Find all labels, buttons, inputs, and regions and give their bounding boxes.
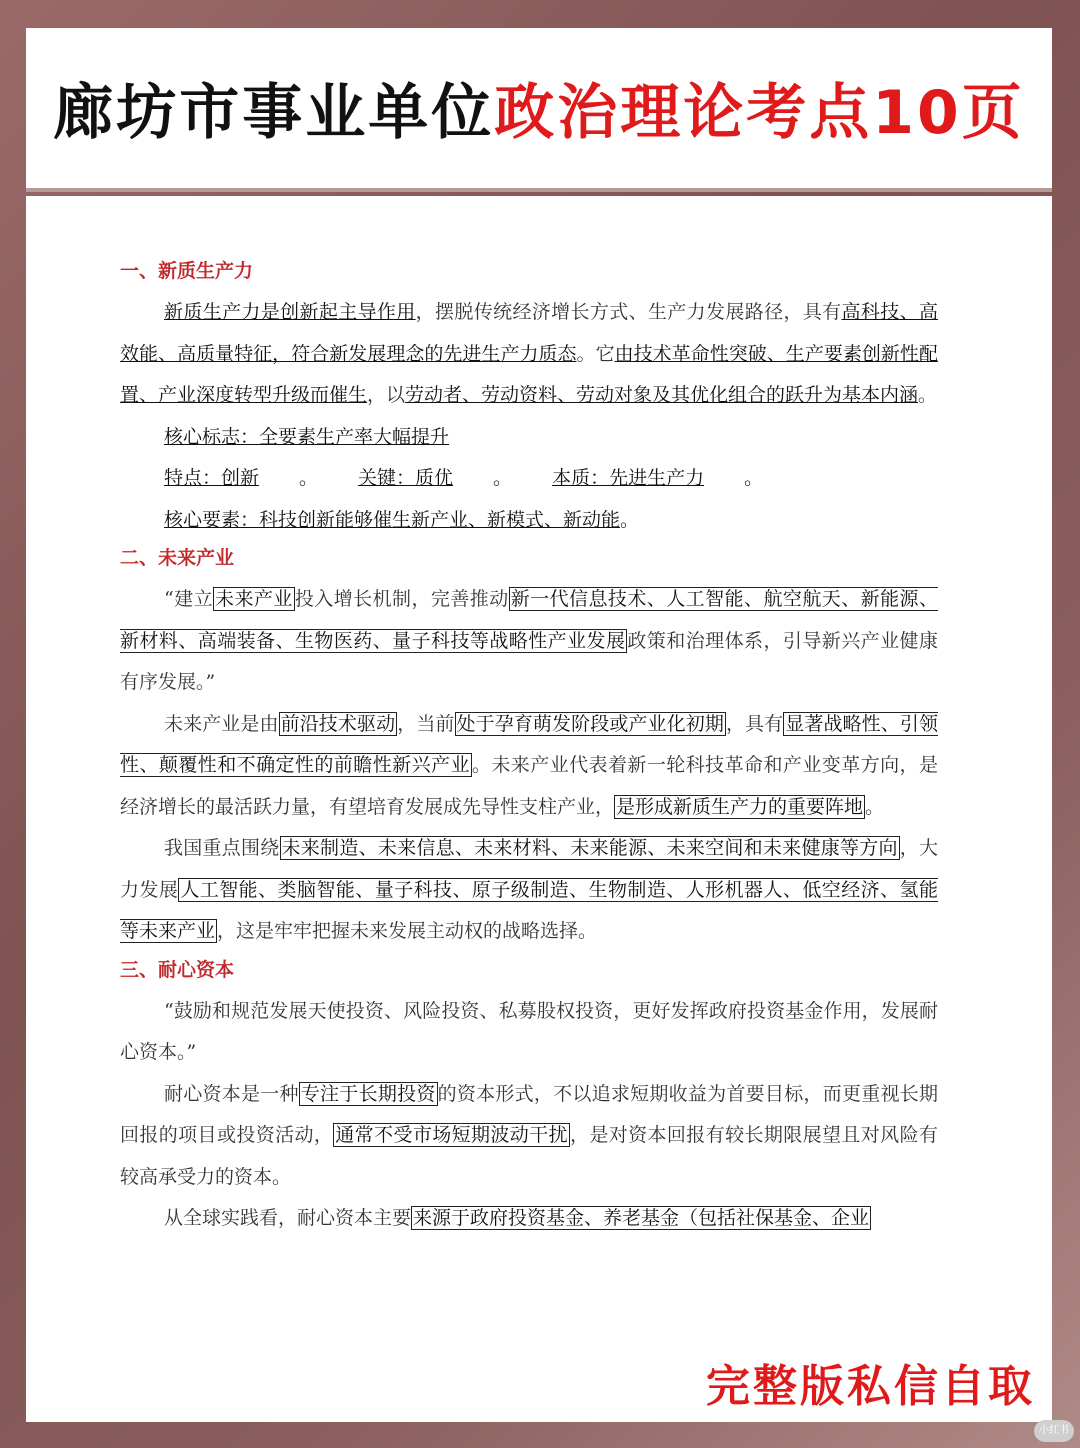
paragraph: “建立 未来产业 投入增长机制，完善推动 新一代信息技术、人工智能、航空航天、新能源、新材料、高端装备、生物医药、量子科技等战略性产业发展 政策和治理体系，引导新兴产业健康有序发展。” bbox=[120, 588, 938, 693]
underlined-text: 新质生产力是创新起主导作用 bbox=[164, 301, 416, 323]
paragraph: 我国重点围绕 未来制造、未来信息、未来材料、未来能源、未来空间和未来健康等方向 ，大力发展 人工智能、类脑智能、量子科技、原子级制造、生物制造、人形机器人、低空经济、氢能等未来产业 ，这是牢牢把握未来发展主动权的战略选择。 bbox=[120, 837, 938, 942]
key-item: 关键：质优 。 bbox=[358, 467, 513, 489]
underlined-text: 核心要素：科技创新能够催生新产业、新模式、新动能 bbox=[164, 508, 621, 531]
boxed-text: 通常不受市场短期波动干扰 bbox=[335, 1124, 568, 1146]
core-mark-line bbox=[120, 417, 938, 459]
features-line bbox=[120, 458, 938, 500]
underlined-text: 由技术革命性突破、生产要素创新性配置、产业深度转型升级而催生 bbox=[120, 342, 938, 406]
plain-text: ，摆脱传统经济增长方式、生产力发展路径，具有 bbox=[415, 301, 842, 323]
watermark-badge: 小红书 bbox=[1034, 1420, 1074, 1442]
underlined-text: 核心标志：全要素生产率大幅提升 bbox=[164, 425, 450, 448]
paragraph: 从全球实践看，耐心资本主要 来源于政府投资基金、养老基金（包括社保基金、企业 bbox=[164, 1207, 870, 1229]
paragraph bbox=[120, 292, 938, 417]
paragraph: 耐心资本是一种 专注于长期投资 的资本形式，不以追求短期收益为首要目标，而更重视长期回报的项目或投资活动， 通常不受市场短期波动干扰 ，是对资本回报有较长期限展望且对风险有较高承受力的资本。 bbox=[120, 1082, 938, 1188]
boxed-text: 未来制造、未来信息、未来材料、未来能源、未来空间和未来健康等方向 bbox=[281, 837, 898, 859]
section-heading-1: 一、新质生产力 bbox=[120, 260, 254, 282]
plain-text: 。它 bbox=[576, 342, 615, 365]
section-heading-3: 三、耐心资本 bbox=[120, 958, 235, 981]
paragraph: 未来产业是由 前沿技术驱动 ，当前 处于孕育萌发阶段或产业化初期 ，具有 显著战略性、引领性、颠覆性和不确定性的前瞻性新兴产业 。未来产业代表着新一轮科技革命和产业变革方向，是经济增长的最活跃力量，有望培育发展成先导性支柱产业， 是形成新质生产力的重要阵地 。 bbox=[120, 712, 938, 818]
section-heading-2: 二、未来产业 bbox=[120, 547, 235, 569]
core-elements-line: 核心要素：科技创新能够催生新产业、新模式、新动能。 bbox=[164, 508, 640, 531]
boxed-text: 是形成新质生产力的重要阵地 bbox=[616, 795, 864, 818]
boxed-text: 显著战略性、引领性、颠覆性和不确定性的前瞻性新兴产业 bbox=[120, 712, 938, 776]
underlined-text: 劳动者、劳动资料、劳动对象及其优化组合的跃升为基本内涵 bbox=[405, 384, 919, 406]
title-banner bbox=[26, 28, 1052, 192]
document-page bbox=[26, 196, 1052, 1422]
plain-text: 。 bbox=[918, 384, 938, 406]
document-content bbox=[120, 256, 938, 1240]
underlined-text: 高科技、高效能、高质量特征，符合新发展理念的先进生产力质态 bbox=[120, 301, 938, 365]
boxed-text: 专注于长期投资 bbox=[300, 1082, 436, 1105]
boxed-text: 未来产业 bbox=[215, 588, 293, 610]
boxed-text: 前沿技术驱动 bbox=[280, 712, 396, 735]
title-black: 廊坊市事业单位 bbox=[53, 78, 495, 148]
private-message-cta: 完整版私信自取 bbox=[706, 1361, 1035, 1412]
plain-text: ，以 bbox=[367, 384, 406, 406]
feature-item: 特点：创新 。 bbox=[164, 467, 319, 489]
boxed-text: 新一代信息技术、人工智能、航空航天、新能源、新材料、高端装备、生物医药、量子科技等战略性产业发展 bbox=[120, 588, 938, 652]
boxed-text: 人工智能、类脑智能、量子科技、原子级制造、生物制造、人形机器人、低空经济、氢能等未来产业 bbox=[120, 878, 938, 942]
paragraph: “鼓励和规范发展天使投资、风险投资、私募股权投资，更好发挥政府投资基金作用，发展耐心资本。” bbox=[120, 999, 938, 1063]
boxed-text: 来源于政府投资基金、养老基金（包括社保基金、企业 bbox=[413, 1207, 870, 1229]
boxed-text: 处于孕育萌发阶段或产业化初期 bbox=[456, 712, 724, 735]
essence-item: 本质：先进生产力 。 bbox=[552, 467, 764, 489]
title-red: 政治理论考点10页 bbox=[494, 78, 1025, 148]
